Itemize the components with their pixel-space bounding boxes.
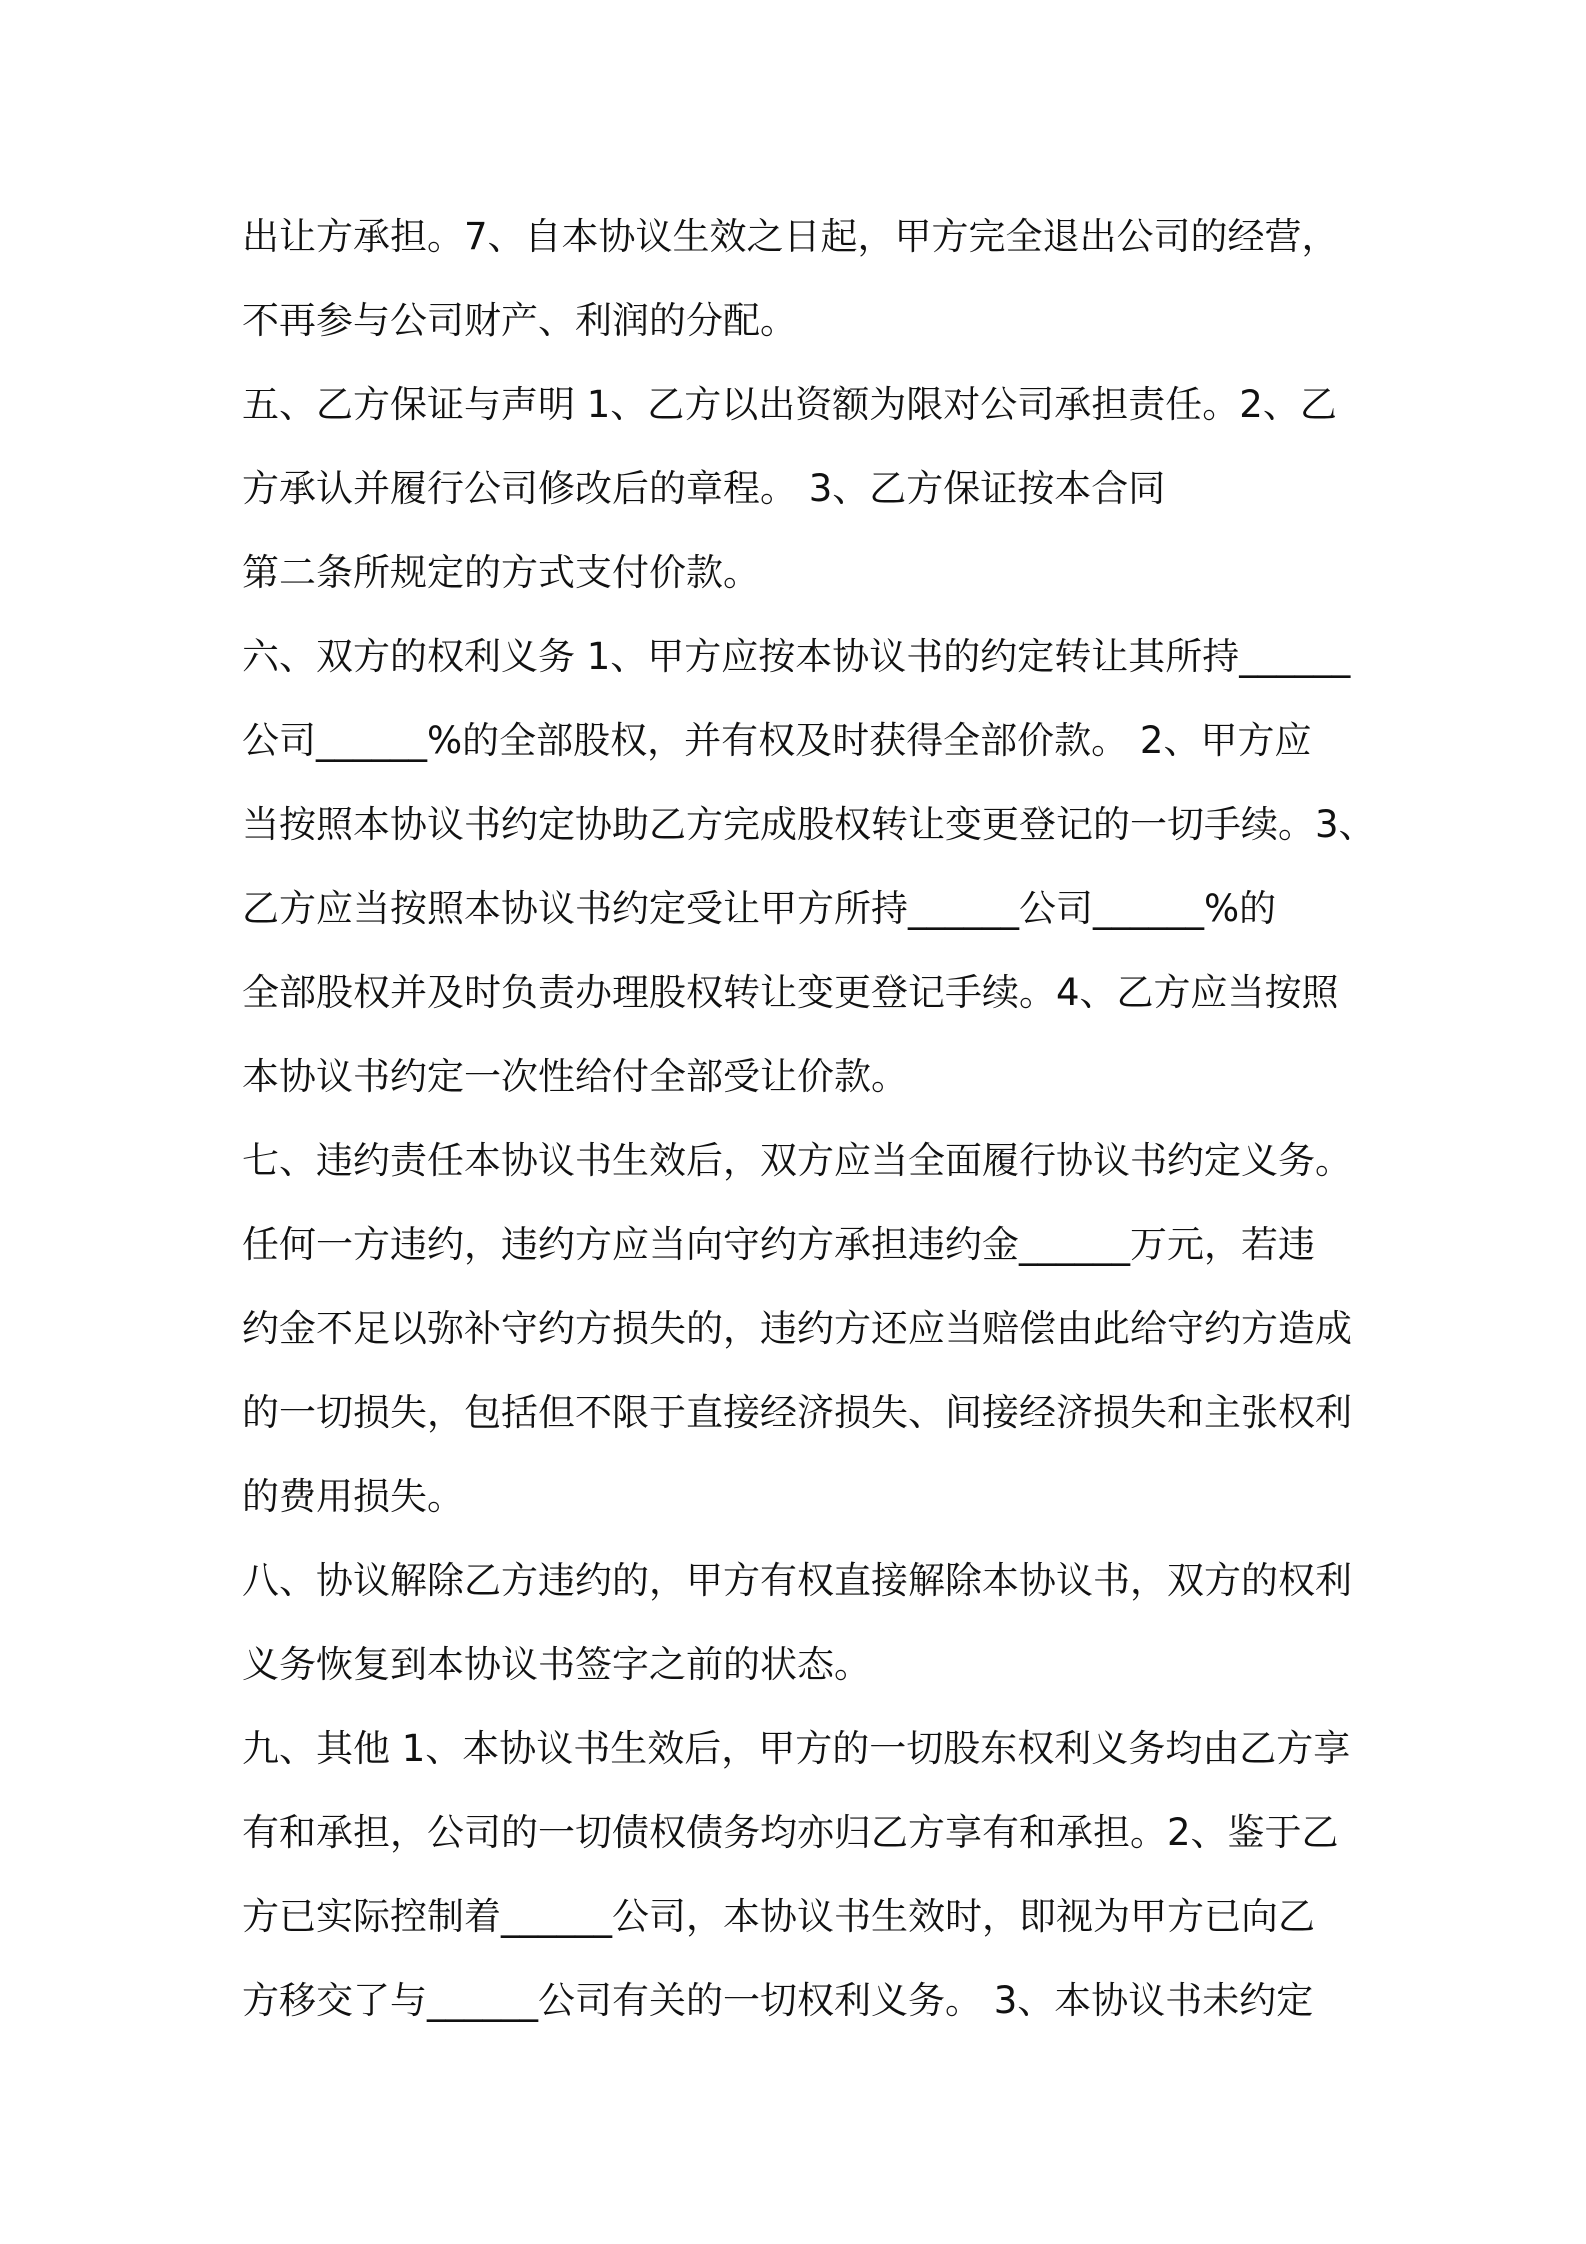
text-line: 的费用损失。 [242,1475,464,1518]
text-line: 不再参与公司财产、利润的分配。 [242,299,797,342]
text-line: 约金不足以弥补守约方损失的，违约方还应当赔偿由此给守约方造成 [242,1307,1352,1350]
text-line: 六、双方的权利义务 1、甲方应按本协议书的约定转让其所持______ [242,635,1351,678]
text-line: 公司______%的全部股权，并有权及时获得全部价款。 2、甲方应 [242,719,1312,762]
text-line: 当按照本协议书约定协助乙方完成股权转让变更登记的一切手续。3、 [242,803,1376,846]
text-line: 九、其他 1、本协议书生效后，甲方的一切股东权利义务均由乙方享 [242,1727,1351,1770]
text-line: 的一切损失，包括但不限于直接经济损失、间接经济损失和主张权利 [242,1391,1352,1434]
text-line: 方已实际控制着______公司，本协议书生效时，即视为甲方已向乙 [242,1895,1315,1938]
text-line: 方移交了与______公司有关的一切权利义务。 3、本协议书未约定 [242,1979,1314,2022]
text-line: 方承认并履行公司修改后的章程。 3、乙方保证按本合同 [242,467,1166,510]
text-line: 全部股权并及时负责办理股权转让变更登记手续。4、乙方应当按照 [242,971,1339,1014]
text-line: 七、违约责任本协议书生效后，双方应当全面履行协议书约定义务。 [242,1139,1352,1182]
text-line: 五、乙方保证与声明 1、乙方以出资额为限对公司承担责任。2、乙 [242,383,1337,426]
text-line: 义务恢复到本协议书签字之前的状态。 [242,1643,871,1686]
text-line: 第二条所规定的方式支付价款。 [242,551,760,594]
text-line: 乙方应当按照本协议书约定受让甲方所持______公司______%的 [242,887,1277,930]
text-line: 出让方承担。7、自本协议生效之日起，甲方完全退出公司的经营， [242,215,1339,258]
text-line: 任何一方违约，违约方应当向守约方承担违约金______万元，若违 [242,1223,1315,1266]
text-line: 本协议书约定一次性给付全部受让价款。 [242,1055,908,1098]
text-line: 有和承担，公司的一切债权债务均亦归乙方享有和承担。2、鉴于乙 [242,1811,1339,1854]
document-body [242,195,1376,2043]
text-line: 八、协议解除乙方违约的，甲方有权直接解除本协议书，双方的权利 [242,1559,1352,1602]
